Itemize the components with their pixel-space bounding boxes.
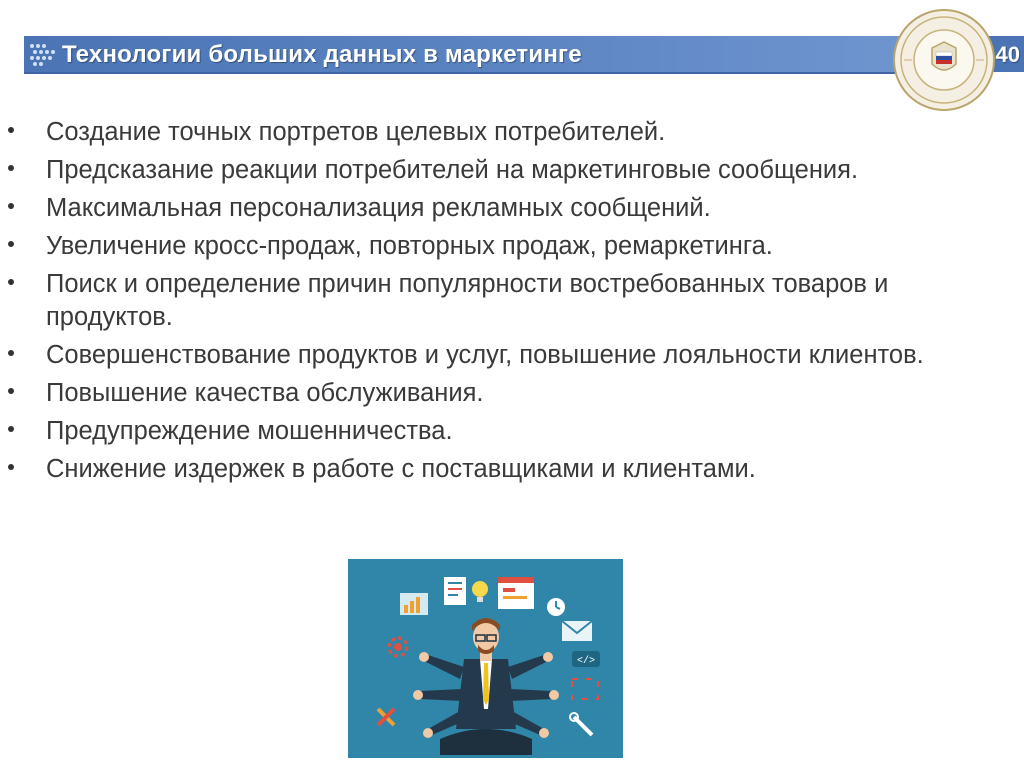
bullet-text: Предсказание реакции потребителей на маркетинговые сообщения.	[46, 156, 859, 184]
bullet-dot-icon	[8, 464, 14, 470]
list-item	[8, 415, 998, 448]
bullet-text: Повышение качества обслуживания.	[46, 379, 484, 407]
bullet-text: Увеличение кросс-продаж, повторных продаж, ремаркетинга.	[46, 232, 773, 260]
bullet-text: Снижение издержек в работе с поставщиками и клиентами.	[46, 455, 756, 483]
browser-window-icon	[498, 577, 534, 609]
multitasking-marketer-illustration	[348, 559, 623, 758]
envelope-icon	[562, 621, 592, 641]
slide-title: Технологии больших данных в маркетинге	[62, 41, 582, 68]
bullet-text: Создание точных портретов целевых потребителей.	[46, 118, 666, 146]
bullet-dot-icon	[8, 350, 14, 356]
page-number: 40	[995, 42, 1020, 67]
bullet-dot-icon	[8, 165, 14, 171]
list-item	[8, 453, 998, 486]
clock-icon	[547, 598, 565, 616]
bullet-dot-icon	[8, 127, 14, 133]
code-icon	[572, 651, 600, 667]
dots-pattern-icon	[28, 42, 64, 66]
bullet-dot-icon	[8, 203, 14, 209]
bullet-dot-icon	[8, 388, 14, 394]
list-item	[8, 116, 998, 149]
bullet-dot-icon	[8, 426, 14, 432]
title-bar	[24, 36, 900, 74]
list-item	[8, 192, 998, 225]
bullet-text: Максимальная персонализация рекламных сообщений.	[46, 194, 711, 222]
university-seal-icon	[892, 8, 996, 112]
svg-text:</>: </>	[576, 656, 596, 667]
bullet-text: Совершенствование продуктов и услуг, повышение лояльности клиентов.	[46, 341, 924, 369]
list-item	[8, 230, 998, 263]
chart-icon	[400, 593, 428, 615]
list-item	[8, 377, 998, 410]
list-item	[8, 154, 998, 187]
bullet-text: Поиск и определение причин популярности востребованных товаров и продуктов.	[46, 270, 889, 331]
top-strip	[0, 0, 1024, 8]
document-icon	[444, 577, 466, 605]
bullet-dot-icon	[8, 241, 14, 247]
bullet-list	[8, 116, 998, 491]
bullet-text: Предупреждение мошенничества.	[46, 417, 453, 445]
list-item	[8, 339, 998, 372]
bullet-dot-icon	[8, 279, 14, 285]
list-item	[8, 268, 998, 334]
